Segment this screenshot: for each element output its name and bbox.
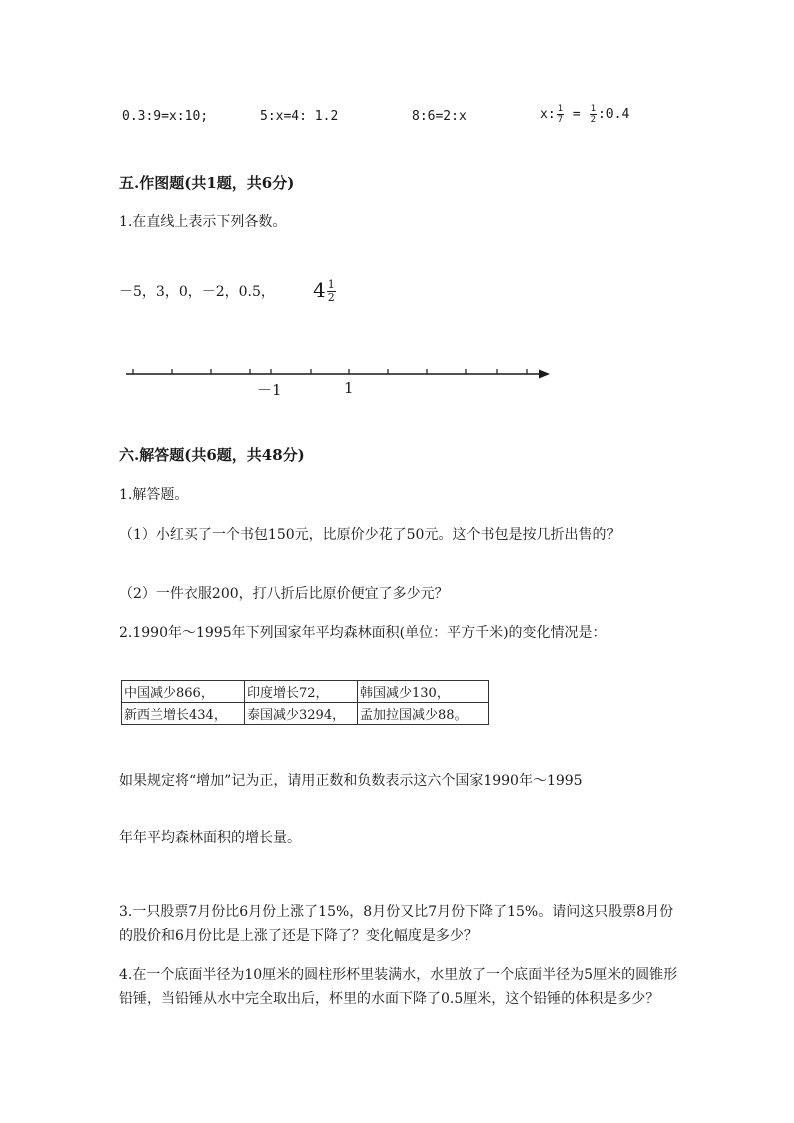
section-5-title: 五.作图题(共1题，共6分) [119,174,295,192]
fraction-denominator: 2 [590,115,596,125]
table-cell: 孟加拉国减少88。 [358,703,489,725]
numbers-to-plot: －5，3，0，－2，0.5， [119,284,275,300]
question-2-line-1: 如果规定将“增加”记为正，请用正数和负数表示这六个国家1990年～1995 [119,773,583,789]
table-cell: 泰国减少3294， [245,703,358,725]
proportion-2: 5:x=4: 1.2 [260,109,339,124]
table-cell: 韩国减少130， [358,681,489,703]
table-cell: 中国减少866， [122,681,245,703]
proportion-3: 8:6=2:x [412,109,467,124]
section-6-title: 六.解答题(共6题，共48分) [119,446,305,464]
fraction-denominator: 7 [557,115,564,125]
axis-label-one: 1 [344,379,354,397]
number-line [0,0,794,420]
proportion-4-suffix: :0.4 [597,107,630,122]
fraction-numerator: 1 [327,278,335,291]
question-1-part-2: （2）一件衣服200，打八折后比原价便宜了多少元？ [119,586,449,602]
section-6-question-1: 1.解答题。 [119,487,189,503]
question-4: 4.在一个底面半径为10厘米的圆柱形杯里装满水，水里放了一个底面半径为5厘米的圆锥形铅锤，当铅锤从水中完全取出后，杯里的水面下降了0.5厘米，这个铅锤的体积是多少？ [119,967,678,1007]
question-2-line-2: 年年平均森林面积的增长量。 [119,830,301,846]
forest-change-table [121,680,489,725]
fraction-numerator: 1 [557,104,564,114]
table-row [122,703,489,725]
number-line-arrow-icon [539,370,550,379]
proportion-4-mid: = [565,107,589,122]
mixed-whole: 4 [313,278,326,302]
axis-label-minus-one: －1 [257,381,282,399]
proportion-1: 0.3:9=x:10; [122,109,209,124]
section-5-question-1: 1.在直线上表示下列各数。 [119,214,287,230]
question-1-part-1: （1）小红买了一个书包150元，比原价少花了50元。这个书包是按几折出售的？ [119,527,621,543]
question-3: 3.一只股票7月份比6月份上涨了15%，8月份又比7月份下降了15%。请问这只股票8月份的股价和6月份比是上涨了还是下降了？变化幅度是多少？ [119,904,674,944]
fraction-numerator: 1 [590,104,596,114]
fraction-denominator: 2 [327,291,335,304]
table-cell: 印度增长72， [245,681,358,703]
proportion-4-prefix: x: [540,107,556,122]
table-row [122,681,489,703]
table-cell: 新西兰增长434， [122,703,245,725]
question-2: 2.1990年～1995年下列国家年平均森林面积(单位：平方千米)的变化情况是： [119,625,607,641]
